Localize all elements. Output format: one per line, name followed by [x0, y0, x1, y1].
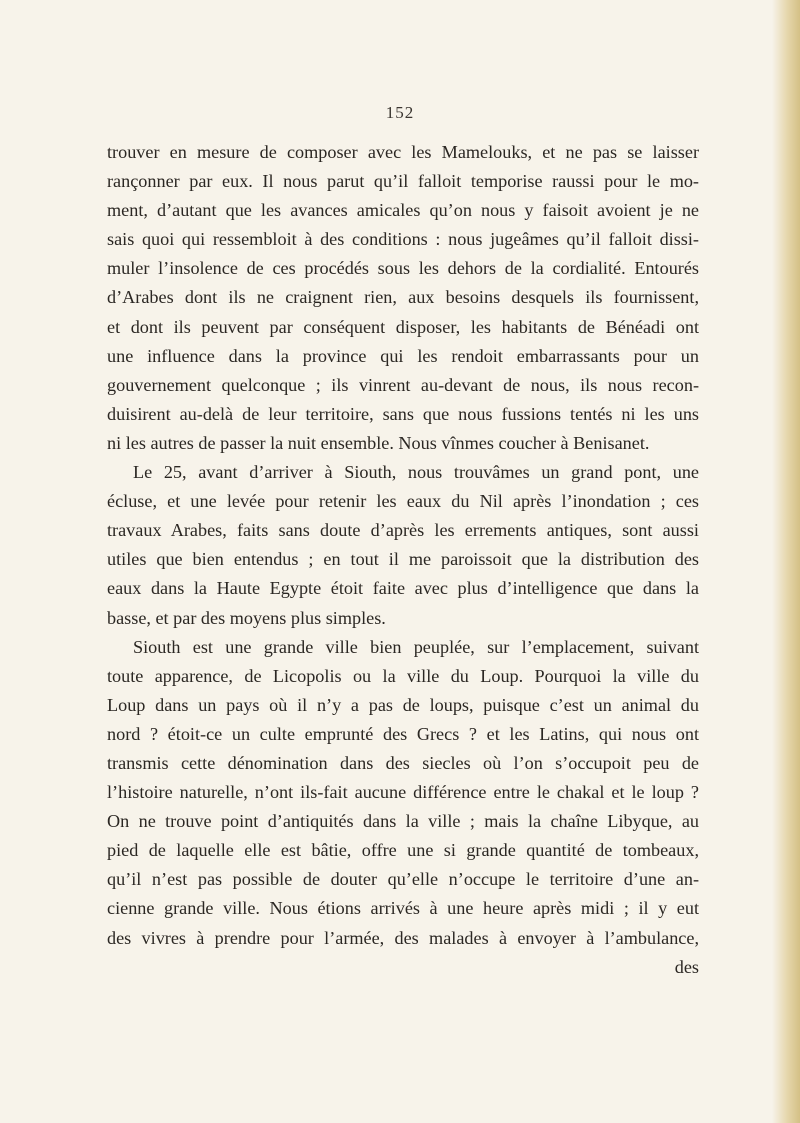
- page-number: 152: [385, 103, 415, 122]
- text-line: ni les autres de passer la nuit ensemble. Nous vînmes coucher à Benisanet.: [107, 432, 650, 453]
- text-line: basse, et par des moyens plus simples.: [107, 607, 386, 628]
- text-line: travaux Arabes, faits sans doute d’après les errements antiques, sont aussi: [107, 520, 699, 541]
- text-line: nord ? étoit-ce un culte emprunté des Grecs ? et les Latins, qui nous ont: [107, 723, 699, 744]
- page-edge-discoloration: [772, 0, 800, 1123]
- text-line: d’Arabes dont ils ne craignent rien, aux besoins desquels ils fournissent,: [107, 287, 699, 308]
- text-line: pied de laquelle elle est bâtie, offre une si grande quantité de tombeaux,: [107, 840, 699, 861]
- text-line: duisirent au-delà de leur territoire, sans que nous fussions tentés ni les uns: [107, 403, 699, 424]
- text-line: gouvernement quelconque ; ils vinrent au-devant de nous, ils nous recon-: [107, 374, 699, 395]
- text-line: l’histoire naturelle, n’ont ils-fait aucune différence entre le chakal et le loup ?: [107, 782, 699, 803]
- text-line: cienne grande ville. Nous étions arrivés à une heure après midi ; il y eut: [107, 898, 699, 919]
- text-line: sais quoi qui ressembloit à des conditions : nous jugeâmes qu’il falloit dissi-: [107, 229, 699, 250]
- text-line: eaux dans la Haute Egypte étoit faite avec plus d’intelligence que dans la: [107, 578, 699, 599]
- text-line: écluse, et une levée pour retenir les eaux du Nil après l’inondation ; ces: [107, 491, 699, 512]
- text-line: Siouth est une grande ville bien peuplée, sur l’emplacement, suivant: [133, 636, 699, 657]
- text-line: muler l’insolence de ces procédés sous les dehors de la cordialité. Entourés: [107, 258, 699, 279]
- text-line: qu’il n’est pas possible de douter qu’elle n’occupe le territoire d’une an-: [107, 869, 699, 890]
- text-line: Le 25, avant d’arriver à Siouth, nous trouvâmes un grand pont, une: [133, 462, 699, 483]
- text-line: utiles que bien entendus ; en tout il me paroissoit que la distribution des: [107, 549, 699, 570]
- text-line: trouver en mesure de composer avec les Mamelouks, et ne pas se laisser: [107, 142, 699, 162]
- catchword: des: [674, 956, 699, 977]
- text-line: des vivres à prendre pour l’armée, des malades à envoyer à l’ambulance,: [107, 927, 699, 948]
- text-line: transmis cette dénomination dans des siecles où l’on s’occupoit peu de: [107, 752, 699, 773]
- text-line: toute apparence, de Licopolis ou la ville du Loup. Pourquoi la ville du: [107, 665, 699, 686]
- text-line: rançonner par eux. Il nous parut qu’il falloit temporise raussi pour le mo-: [107, 171, 699, 192]
- body-text: [107, 138, 699, 982]
- text-line: et dont ils peuvent par conséquent disposer, les habitants de Bénéadi ont: [107, 316, 699, 337]
- text-line: une influence dans la province qui les rendoit embarrassants pour un: [107, 345, 699, 366]
- text-line: Loup dans un pays où il n’y a pas de loups, puisque c’est un animal du: [107, 694, 699, 715]
- text-line: ment, d’autant que les avances amicales qu’on nous y faisoit avoient je ne: [107, 200, 699, 221]
- text-line: On ne trouve point d’antiquités dans la ville ; mais la chaîne Libyque, au: [107, 811, 699, 832]
